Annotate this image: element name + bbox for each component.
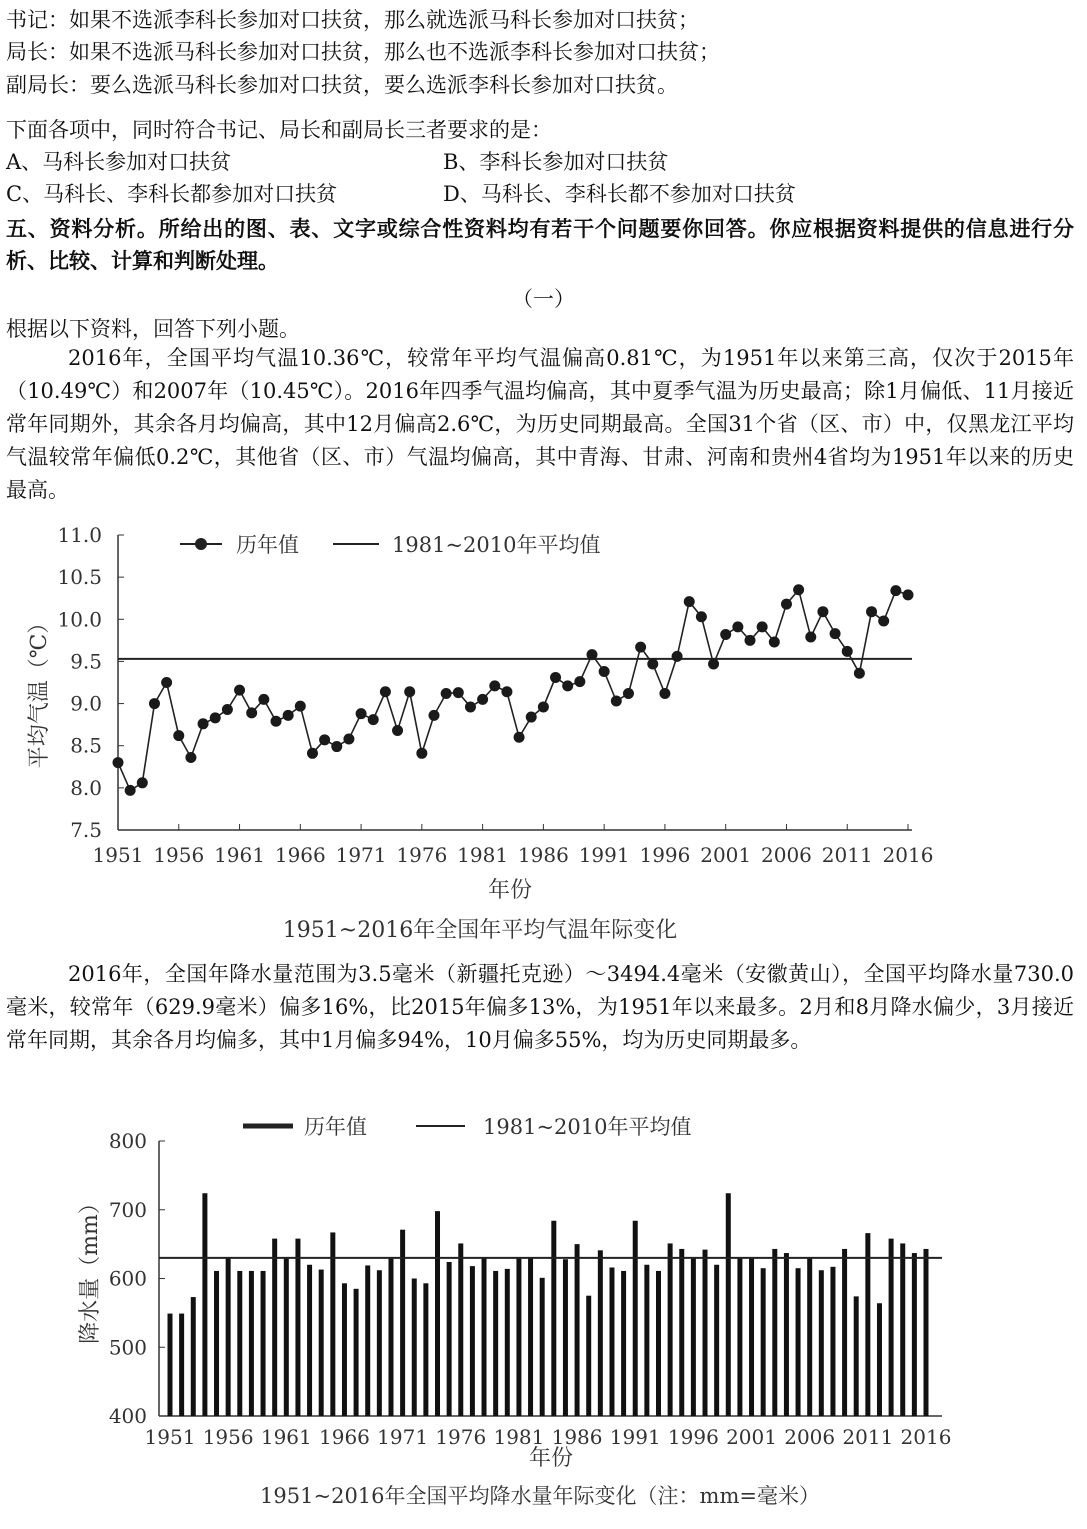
chart1-y-tick-label: 9.5 <box>70 649 102 674</box>
chart1-point <box>514 732 525 743</box>
chart2-bar <box>214 1271 219 1416</box>
chart1-point <box>271 716 282 727</box>
chart2-bar <box>458 1243 463 1416</box>
chart2-bar <box>191 1297 196 1416</box>
chart2-x-tick-label: 1996 <box>667 1425 719 1449</box>
chart1-point <box>307 748 318 759</box>
chart1-point <box>720 629 731 640</box>
chart2-bar <box>924 1249 929 1416</box>
chart2-bar <box>388 1259 393 1416</box>
chart2-x-tick-label: 1956 <box>202 1425 254 1449</box>
chart1-point <box>659 688 670 699</box>
chart1-point <box>526 712 537 723</box>
paragraph-temperature: 2016年，全国平均气温10.36℃，较常年平均气温偏高0.81℃，为1951年以来第三高，仅次于2015年（10.49℃）和2007年（10.45℃）。2016年四季气温均偏高，其中夏季气温为历史最高；除1月偏低、11月接近常年同期外，其余各月均偏高，其中12月偏高2.6℃，为历史同期最高。全国31个省（区、市）中，仅黑龙江平均气温较常年偏低0.2℃，其他省（区、市）气温均偏高，其中青海、甘肃、河南和贵州4省均为1951年以来的历史最高。 <box>6 346 1074 502</box>
option-a: A、马科长参加对口扶贫 <box>6 150 232 174</box>
chart1-x-tick-label: 1966 <box>274 843 326 867</box>
chart1-legend <box>180 533 600 557</box>
chart1-y-tick-label: 11.0 <box>57 523 102 547</box>
chart2-bar <box>854 1296 859 1416</box>
legend2-reference: 1981~2010年平均值 <box>483 1115 692 1139</box>
chart1-point <box>611 696 622 707</box>
chart1-point <box>258 694 269 705</box>
chart1-x-tick-label: 1971 <box>335 843 387 867</box>
chart2-bar <box>598 1250 603 1416</box>
chart2-bar <box>261 1271 266 1416</box>
chart2-bar <box>656 1271 661 1416</box>
chart2-bar <box>284 1259 289 1416</box>
chart2-x-tick-label: 2011 <box>842 1425 894 1449</box>
legend1-reference: 1981~2010年平均值 <box>392 533 601 557</box>
chart2-bar <box>482 1258 487 1416</box>
chart2-x-tick-label: 1966 <box>319 1425 370 1449</box>
chart1-point <box>757 621 768 632</box>
chart1-point <box>465 701 476 712</box>
chart1-point <box>185 752 196 763</box>
chart2-ylabel: 降水量（mm） <box>78 1192 103 1344</box>
chart1-point <box>368 714 379 725</box>
chart2-bar <box>575 1244 580 1416</box>
chart1-point <box>356 708 367 719</box>
chart1-point <box>429 710 440 721</box>
chart2-bar <box>726 1193 731 1416</box>
chart1-xlabel: 年份 <box>487 878 533 903</box>
chart2-bar <box>749 1259 754 1416</box>
chart2-bar <box>528 1257 533 1416</box>
chart1-point <box>161 677 172 688</box>
chart2-bar <box>330 1232 335 1416</box>
chart2-bar <box>423 1283 428 1416</box>
chart2-bar <box>737 1259 742 1416</box>
chart2-x-tick-label: 1976 <box>435 1425 487 1449</box>
chart2-x-tick-label: 1981 <box>493 1425 545 1449</box>
statement-secretary: 书记：如果不选派李科长参加对口扶贫，那么就选派马科长参加对口扶贫； <box>6 8 699 32</box>
chart2-x-tick-label: 2016 <box>900 1425 952 1449</box>
chart1-point <box>173 730 184 741</box>
chart2-bar <box>761 1268 766 1416</box>
chart2-x-tick-label: 2001 <box>726 1425 777 1449</box>
chart2-y-tick-label: 700 <box>108 1197 147 1222</box>
chart1-point <box>198 718 209 729</box>
chart1-point <box>319 734 330 745</box>
chart1-x-tick-label: 1951 <box>92 843 144 867</box>
chart1-y-tick-label: 10.0 <box>57 607 102 632</box>
chart2-bar <box>493 1271 498 1416</box>
chart2-bar <box>703 1250 708 1416</box>
chart2-x-tick-label: 1991 <box>609 1425 661 1449</box>
option-b: B、李科长参加对口扶贫 <box>443 150 669 174</box>
chart1-x-tick-label: 2011 <box>821 843 873 867</box>
chart2-bar <box>516 1259 521 1416</box>
chart1-point <box>416 748 427 759</box>
chart2-bar <box>295 1239 300 1416</box>
chart1-point <box>878 615 889 626</box>
chart2-bar <box>912 1253 917 1416</box>
chart1-point <box>854 668 865 679</box>
chart2-bar <box>319 1270 324 1416</box>
chart1-point <box>684 596 695 607</box>
chart2-y-tick-label: 600 <box>108 1266 147 1291</box>
chart2-x-tick-label: 2006 <box>784 1425 836 1449</box>
chart1-point <box>283 710 294 721</box>
chart2-bar <box>272 1239 277 1416</box>
chart1-point <box>501 686 512 697</box>
chart2-bar <box>365 1265 370 1416</box>
chart2-bar <box>668 1243 673 1416</box>
chart1-point <box>696 611 707 622</box>
question-text: 下面各项中，同时符合书记、局长和副局长三者要求的是： <box>6 118 552 142</box>
chart2-bar <box>633 1221 638 1416</box>
chart1-point <box>635 642 646 653</box>
chart2-title: 1951~2016年全国平均降水量年际变化（注：mm=毫米） <box>260 1484 820 1508</box>
chart2-bar <box>377 1270 382 1416</box>
chart2-bar <box>830 1267 835 1416</box>
chart1-point <box>793 584 804 595</box>
chart1-x-tick-label: 1976 <box>396 843 448 867</box>
chart2-bar <box>505 1269 510 1416</box>
chart1-point <box>805 631 816 642</box>
chart1-y-tick-label: 7.5 <box>70 818 102 842</box>
chart2-bar <box>563 1259 568 1416</box>
chart2-bar <box>447 1262 452 1416</box>
option-c: C、马科长、李科长都参加对口扶贫 <box>6 182 338 206</box>
chart2-bar <box>644 1265 649 1416</box>
paragraph-precipitation: 2016年，全国年降水量范围为3.5毫米（新疆托克逊）～3494.4毫米（安徽黄山），全国平均降水量730.0毫米，较常年（629.9毫米）偏多16%，比2015年偏多13%，为1951年以来最多。2月和8月降水偏少，3月接近常年同期，其余各月均偏多，其中1月偏多94%，10月偏多55%，均为历史同期最多。 <box>6 962 1074 1052</box>
chart2-xlabel: 年份 <box>528 1446 574 1471</box>
chart1-point <box>817 606 828 617</box>
chart1-point <box>210 712 221 723</box>
chart1-point <box>392 725 403 736</box>
chart2-bar <box>784 1253 789 1416</box>
chart1-y-tick-label: 8.0 <box>70 775 102 800</box>
chart2-bar <box>796 1268 801 1416</box>
chart2-bar <box>412 1279 417 1417</box>
chart1-point <box>137 777 148 788</box>
chart1-point <box>380 686 391 697</box>
chart1-ylabel: 平均气温（℃） <box>27 611 52 769</box>
chart1-point <box>404 686 415 697</box>
chart1-point <box>903 589 914 600</box>
chart1-x-tick-label: 2006 <box>761 843 812 867</box>
chart1-point <box>295 701 306 712</box>
chart2-bar <box>807 1259 812 1416</box>
chart1-title: 1951~2016年全国年平均气温年际变化 <box>282 918 678 943</box>
chart1-point <box>599 666 610 677</box>
chart2-bar <box>586 1296 591 1416</box>
chart1-point <box>672 651 683 662</box>
chart1-x-tick-label: 1986 <box>517 843 569 867</box>
chart1-point <box>538 701 549 712</box>
chart1-point <box>489 680 500 691</box>
chart1-x-tick-label: 1991 <box>578 843 630 867</box>
statement-deputy: 副局长：要么选派马科长参加对口扶贫，要么选派李科长参加对口扶贫。 <box>6 73 678 97</box>
chart1-x-tick-label: 1996 <box>639 843 691 867</box>
chart2-bar <box>249 1271 254 1416</box>
chart2-bar <box>900 1243 905 1416</box>
chart2-bar <box>342 1283 347 1416</box>
chart1-point <box>222 704 233 715</box>
chart2-bar <box>865 1233 870 1416</box>
chart2-bar <box>470 1266 475 1416</box>
chart2-bar <box>877 1303 882 1416</box>
section-heading: 五、资料分析。所给出的图、表、文字或综合性资料均有若干个问题要你回答。你应根据资料提供的信息进行分析、比较、计算和判断处理。 <box>6 217 1074 273</box>
chart1-point <box>113 757 124 768</box>
chart2-bar <box>842 1249 847 1416</box>
chart1-point <box>623 688 634 699</box>
chart2-bar <box>168 1314 173 1416</box>
chart2-bar <box>621 1271 626 1416</box>
chart1-point <box>647 658 658 669</box>
chart1-point <box>234 685 245 696</box>
chart2-x-tick-label: 1971 <box>377 1425 429 1449</box>
chart2-x-tick-label: 1961 <box>260 1425 312 1449</box>
chart1-point <box>441 688 452 699</box>
chart1-point <box>477 694 488 705</box>
chart1-point <box>587 649 598 660</box>
chart1-point <box>842 646 853 657</box>
chart2-x-tick-label: 1986 <box>551 1425 603 1449</box>
chart2-bar <box>819 1270 824 1416</box>
chart1-point <box>331 741 342 752</box>
chart2-y-tick-label: 800 <box>108 1129 147 1153</box>
chart2-bar <box>609 1268 614 1417</box>
legend1-series: 历年值 <box>236 533 299 557</box>
chart2-bar <box>307 1265 312 1416</box>
chart1-y-tick-label: 8.5 <box>70 733 102 758</box>
chart1-point <box>745 635 756 646</box>
chart1-point <box>149 698 160 709</box>
chart1-point <box>732 621 743 632</box>
chart2-bar <box>179 1314 184 1416</box>
chart1-x-tick-label: 2001 <box>700 843 752 867</box>
chart1-point <box>550 672 561 683</box>
option-d: D、马科长、李科长都不参加对口扶贫 <box>443 182 796 206</box>
chart1-x-tick-label: 1961 <box>214 843 265 867</box>
chart2-x-tick-label: 1951 <box>144 1425 196 1449</box>
chart2-bar <box>714 1265 719 1416</box>
chart2-bar <box>540 1278 545 1416</box>
chart1-x-tick-label: 1981 <box>457 843 509 867</box>
chart1-point <box>125 785 136 796</box>
chart2-bar <box>551 1221 556 1416</box>
chart2-bar <box>772 1249 777 1416</box>
chart2-bar <box>679 1249 684 1416</box>
chart2-bar <box>435 1211 440 1416</box>
chart1-point <box>890 585 901 596</box>
chart1-point <box>574 676 585 687</box>
chart1-point <box>769 637 780 648</box>
statement-director: 局长：如果不选派马科长参加对口扶贫，那么也不选派李科长参加对口扶贫； <box>6 40 720 64</box>
chart1-point <box>453 687 464 698</box>
chart1-point <box>781 599 792 610</box>
chart1-point <box>866 606 877 617</box>
precipitation-chart <box>0 1103 1087 1523</box>
chart2-bar <box>691 1259 696 1416</box>
sub-heading: （一） <box>512 287 575 311</box>
chart2-y-tick-label: 400 <box>108 1404 147 1428</box>
chart2-bar <box>202 1193 207 1416</box>
chart1-y-tick-label: 10.5 <box>57 565 102 590</box>
chart2-bar <box>889 1239 894 1416</box>
intro-text: 根据以下资料，回答下列小题。 <box>6 317 300 341</box>
chart1-point <box>562 680 573 691</box>
chart1-point <box>343 733 354 744</box>
chart2-bar <box>237 1271 242 1416</box>
chart1-point <box>708 658 719 669</box>
chart1-x-tick-label: 2016 <box>882 843 934 867</box>
legend2-series: 历年值 <box>304 1115 367 1139</box>
chart1-point <box>246 707 257 718</box>
temperature-chart <box>0 515 1087 955</box>
chart2-bar <box>354 1289 359 1416</box>
chart2-legend <box>243 1115 691 1139</box>
chart1-y-tick-label: 9.0 <box>70 691 102 716</box>
chart1-point <box>830 628 841 639</box>
chart1-x-tick-label: 1956 <box>153 843 205 867</box>
chart2-y-tick-label: 500 <box>108 1335 147 1360</box>
chart2-bar <box>226 1259 231 1416</box>
